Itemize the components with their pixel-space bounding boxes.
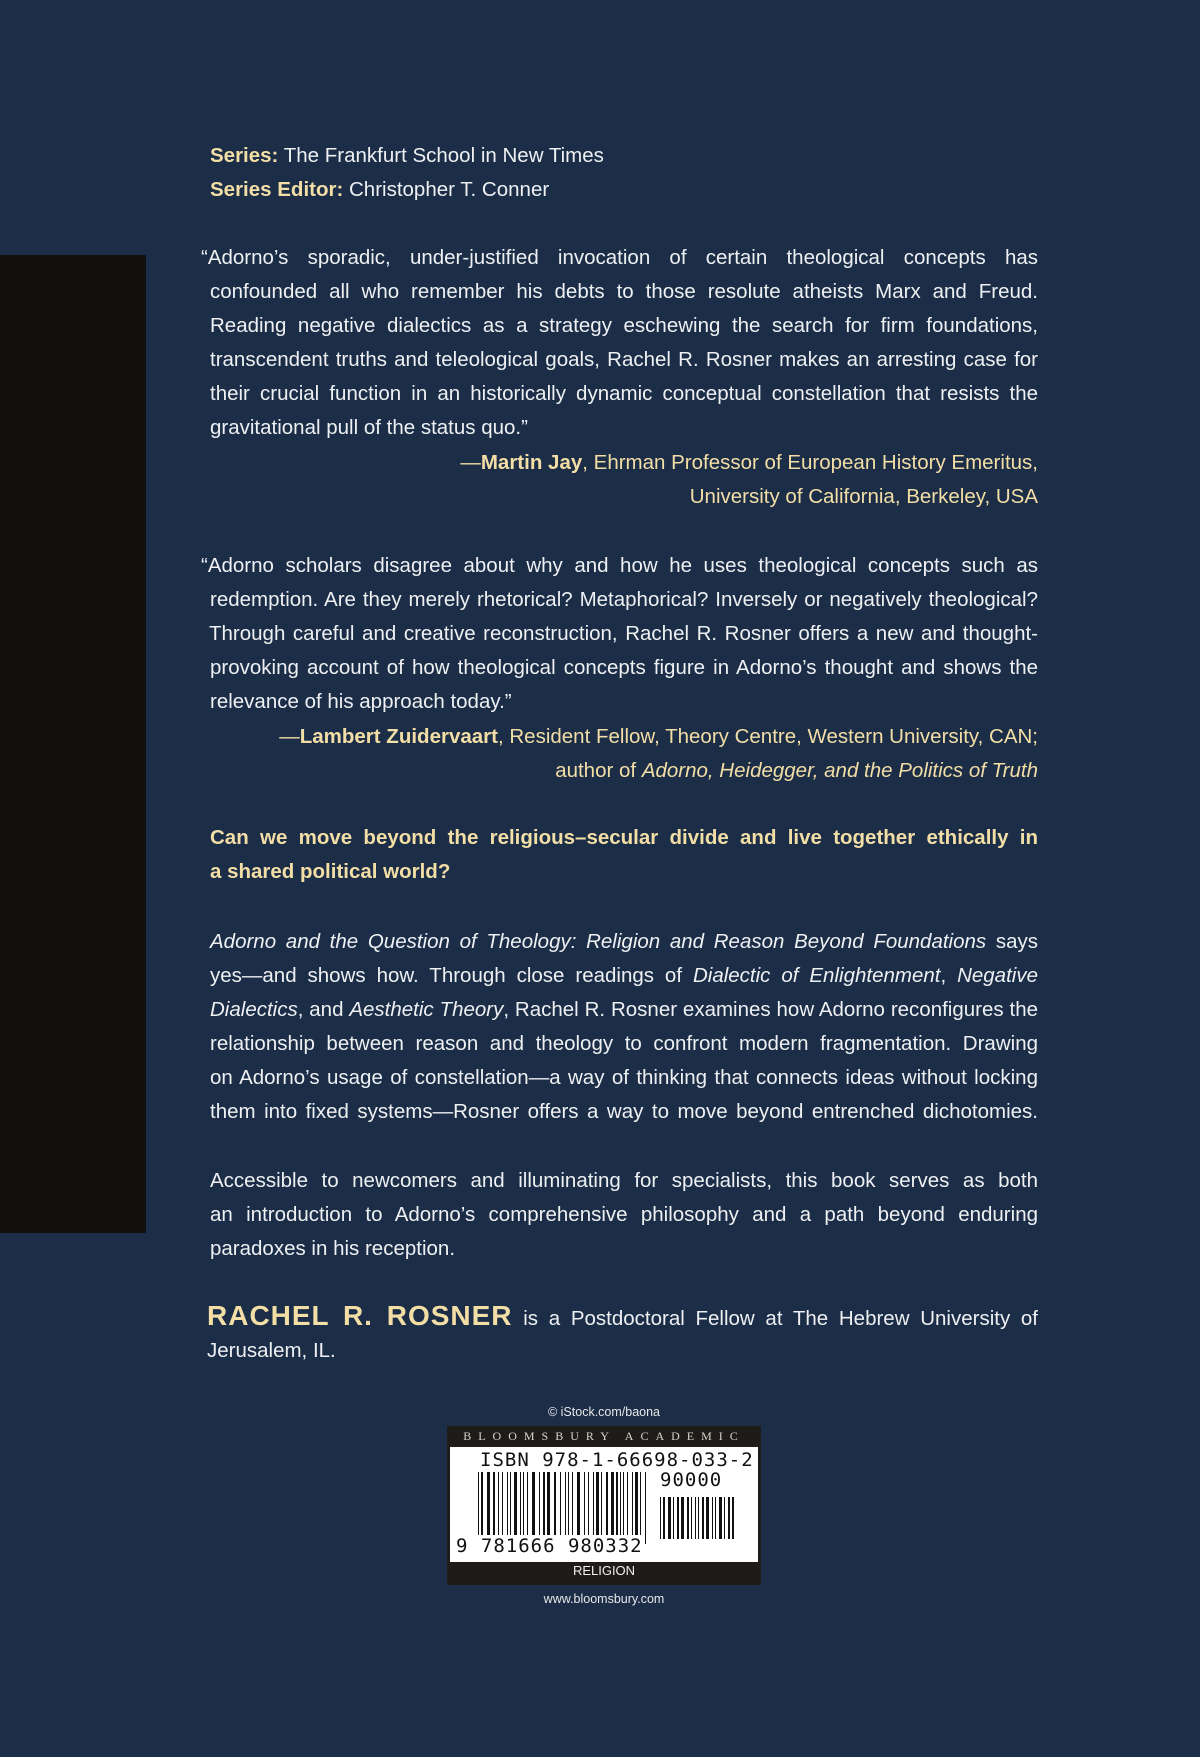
- barcode-bar: [554, 1472, 556, 1544]
- barcode-bar: [568, 1472, 569, 1544]
- barcode-bar: [724, 1497, 725, 1539]
- book-title-reference: Adorno, Heidegger, and the Politics of Truth: [641, 759, 1038, 782]
- barcode-bar: [673, 1497, 674, 1539]
- barcode-bar: [627, 1472, 628, 1544]
- barcode-bar: [712, 1497, 713, 1539]
- barcode-bar: [677, 1497, 679, 1539]
- quote-line: their crucial function in an historically dynamic conceptual constellation that resists the: [210, 382, 1038, 405]
- barcode-bar: [514, 1472, 517, 1544]
- accessible-paragraph: Accessible to newcomers and illuminating for specialists, this book serves as both an introduction to Adorno’s comprehensive philosophy and a path beyond enduring paradoxes in his reception.: [210, 1169, 1038, 1260]
- barcode-bar: [481, 1472, 483, 1544]
- series-line: [210, 139, 604, 173]
- barcode-bar: [584, 1472, 585, 1544]
- category-label: RELIGION: [572, 1563, 636, 1578]
- series-editor-value: Christopher T. Conner: [349, 178, 550, 201]
- quote-line: Reading negative dialectics as a strategy eschewing the search for firm foundations,: [210, 314, 1038, 337]
- barcode-bar: [660, 1497, 661, 1539]
- barcode-bar: [635, 1472, 638, 1544]
- barcode-bar: [687, 1497, 689, 1539]
- barcode-bar: [520, 1472, 521, 1544]
- barcode-bar: [502, 1472, 503, 1544]
- quote-line: provoking account of how theological concepts figure in Adorno’s thought and shows the: [210, 656, 1038, 679]
- website-url: www.bloomsbury.com: [543, 1592, 665, 1606]
- barcode-bar: [663, 1497, 665, 1539]
- endorser-affiliation: , Ehrman Professor of European History Emeritus,: [582, 451, 1038, 474]
- series-label: Series:: [210, 144, 279, 167]
- quote-line: Through careful and creative reconstruction, Rachel R. Rosner offers a new and thought-: [209, 622, 1038, 645]
- barcode-bar: [702, 1497, 704, 1539]
- black-panel: [0, 255, 146, 1233]
- series-value: The Frankfurt School in New Times: [283, 144, 604, 167]
- barcode-bar: [728, 1497, 730, 1539]
- barcode-bar: [623, 1472, 624, 1544]
- quote-line: “Adorno scholars disagree about why and how he uses theological concepts such as: [201, 554, 1038, 577]
- barcode-box: [447, 1426, 761, 1585]
- barcode-bar: [668, 1497, 671, 1539]
- endorsement-1-attribution: —Martin Jay, Ehrman Professor of European History Emeritus,: [460, 451, 1038, 474]
- barcode-bar: [616, 1472, 618, 1544]
- author-bio: RACHEL R. ROSNER is a Postdoctoral Fellow at The Hebrew University of Jerusalem, IL.: [207, 1300, 1038, 1362]
- publisher-label: BLOOMSBURY ACADEMIC: [463, 1429, 745, 1443]
- barcode-bar: [527, 1472, 528, 1544]
- barcode-bar: [565, 1472, 566, 1544]
- barcode: [450, 1447, 758, 1562]
- endorsement-1-quote: [201, 241, 1038, 445]
- image-credit: © iStock.com/baona: [547, 1405, 661, 1419]
- quote-line: transcendent truths and teleological goals, Rachel R. Rosner makes an arresting case for: [210, 348, 1038, 371]
- barcode-bar: [577, 1472, 580, 1544]
- endorsement-2-attribution: —Lambert Zuidervaart, Resident Fellow, Theory Centre, Western University, CAN;: [279, 725, 1038, 748]
- author-name: RACHEL R. ROSNER: [207, 1300, 513, 1331]
- barcode-bar: [715, 1497, 716, 1539]
- barcode-bar: [719, 1497, 722, 1539]
- barcode-bar: [498, 1472, 499, 1544]
- isbn: ISBN 978-1-66698-033-2: [480, 1449, 754, 1471]
- barcode-bar: [732, 1497, 734, 1539]
- lead-question: Can we move beyond the religious–secular divide and live together ethically in a shared political world?: [210, 826, 1038, 883]
- barcode-bar: [560, 1472, 561, 1544]
- endorsement-1-affiliation-2: University of California, Berkeley, USA: [689, 485, 1038, 508]
- quote-line: “Adorno’s sporadic, under-justified invocation of certain theological concepts has: [201, 246, 1038, 269]
- quote-line: confounded all who remember his debts to those resolute atheists Marx and Freud.: [210, 280, 1038, 303]
- barcode-bar: [493, 1472, 495, 1544]
- series-editor-line: [210, 173, 549, 207]
- endorser-name: Martin Jay: [480, 451, 583, 474]
- ean-number: 9 781666 980332: [456, 1535, 643, 1557]
- book-title: Adorno and the Question of Theology: Religion and Reason Beyond Foundations: [210, 930, 987, 953]
- endorser-name: Lambert Zuidervaart: [299, 725, 498, 748]
- quote-line: redemption. Are they merely rhetorical? Metaphorical? Inversely or negatively theological?: [210, 588, 1038, 611]
- barcode-bar: [645, 1472, 646, 1544]
- description: Adorno and the Question of Theology: Religion and Reason Beyond Foundations says yes—and shows how. Through close readings of Dialectic of Enlightenment, Negative Dialectics, and Aesthetic Theory, Rachel R. Rosner examines how Adorno reconfigures the relationship between reason and theology to confront modern fragmentation. Drawing on Adorno’s usage of constellation—a way of thinking that connects ideas without locking them into fixed systems—Rosner offers a way to move beyond entrenched dichotomies.: [210, 930, 1039, 1123]
- barcode-bar: [596, 1472, 599, 1544]
- barcode-bar: [620, 1472, 621, 1544]
- price-code: 90000: [660, 1469, 723, 1491]
- barcode-bar: [698, 1497, 699, 1539]
- quote-line: relevance of his approach today.”: [210, 690, 512, 713]
- barcode-bar: [606, 1472, 608, 1544]
- barcode-bar: [681, 1497, 684, 1539]
- barcode-bar: [691, 1497, 692, 1539]
- barcode-bar: [640, 1472, 641, 1544]
- barcode-bar: [532, 1472, 535, 1544]
- barcode-bar: [588, 1472, 589, 1544]
- barcode-bar: [487, 1472, 490, 1544]
- barcode-bar: [706, 1497, 709, 1539]
- barcode-bar: [547, 1472, 550, 1544]
- barcode-bar: [695, 1497, 696, 1539]
- endorsement-2-quote: [201, 549, 1038, 719]
- barcode-bar: [601, 1472, 602, 1544]
- endorser-affiliation: , Resident Fellow, Theory Centre, Western University, CAN;: [497, 725, 1038, 748]
- barcode-bar: [543, 1472, 545, 1544]
- quote-line: gravitational pull of the status quo.”: [210, 416, 528, 439]
- barcode-bar: [478, 1472, 479, 1544]
- barcode-bar: [507, 1472, 508, 1544]
- barcode-bar: [593, 1472, 594, 1544]
- barcode-bar: [523, 1472, 524, 1544]
- series-editor-label: Series Editor:: [210, 178, 344, 201]
- barcode-bar: [510, 1472, 511, 1544]
- barcode-bar: [611, 1472, 614, 1544]
- barcode-bar: [539, 1472, 540, 1544]
- endorsement-2-affiliation-2: author of Adorno, Heidegger, and the Politics of Truth: [555, 759, 1038, 782]
- barcode-bar: [632, 1472, 633, 1544]
- barcode-bar: [572, 1472, 573, 1544]
